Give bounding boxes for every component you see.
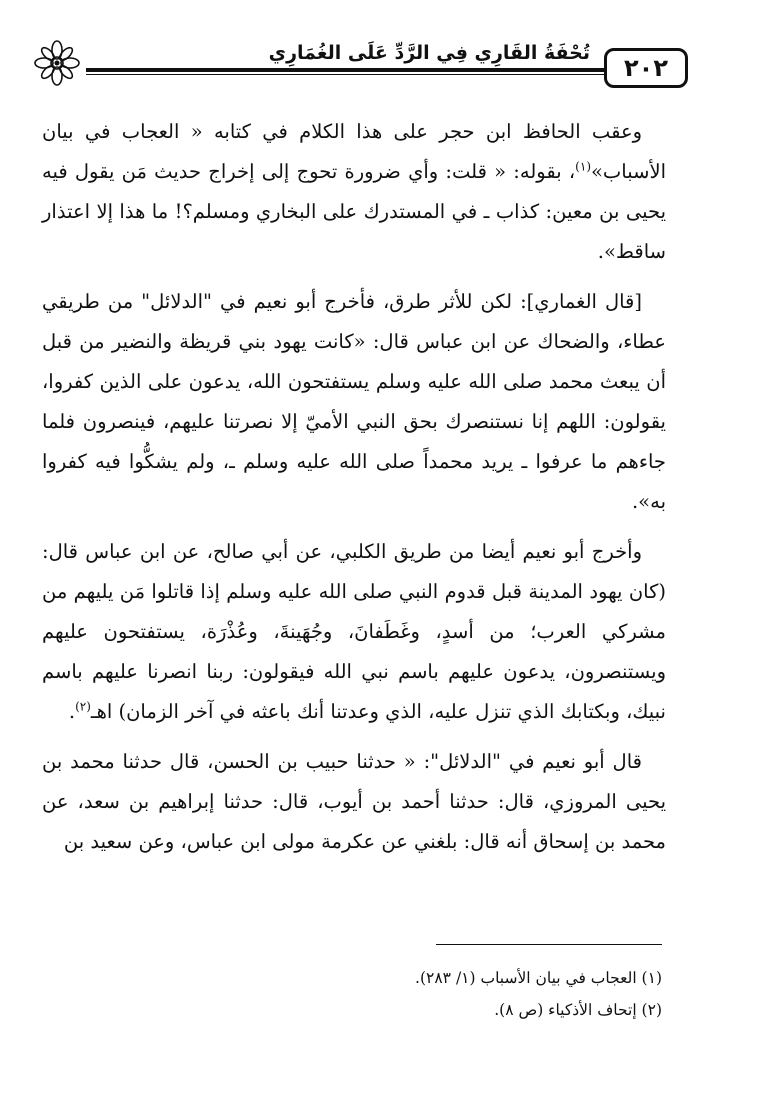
paragraph-text-cont: ، بقوله: « قلت: وأي ضرورة تحوج إلى إخراج حديث مَن يقول فيه يحيى بن معين: كذاب ـ في المستدرك على البخاري ومسلم؟! ما هذا إلا اعتذار ساقط».: [42, 160, 666, 263]
paragraph: [42, 282, 666, 522]
header-rule-thin: [86, 74, 606, 75]
footnotes: [42, 962, 662, 1026]
footnote-separator: [436, 944, 662, 945]
page-number: ٢٠٢: [604, 48, 688, 88]
page-header: [30, 36, 716, 92]
paragraph-text: وأخرج أبو نعيم أيضا من طريق الكلبي، عن أبي صالح، عن ابن عباس قال: (كان يهود المدينة قبل قدوم النبي صلى الله عليه وسلم إذا قاتلوا مَن يليهم من مشركي العرب؛ من أسدٍ، وغَطَفانَ، وجُهَينةَ، وعُذْرَة، يستفتحون عليهم ويستنصرون، يدعون عليهم باسم نبي الله فيقولون: ربنا انصرنا عليهم باسم نبيك، وبكتابك الذي تنزل عليه، الذي وعدتنا أنك باعثه في آخر الزمان) اهـ: [42, 540, 666, 723]
paragraph: [42, 532, 666, 732]
paragraph: [42, 112, 666, 272]
paragraph-text: [قال الغماري]: لكن للأثر طرق، فأخرج أبو نعيم في "الدلائل" من طريقي عطاء، والضحاك عن ابن عباس قال: «كانت يهود بني قريظة والنضير من قبل أن يبعث محمد صلى الله عليه وسلم يستفتحون الله، يدعون على الذين كفروا، يقولون: اللهم إنا نستنصرك بحق النبي الأميّ إلا نصرتنا عليهم، فينصرون فلما جاءهم ما عرفوا ـ يريد محمداً صلى الله عليه وسلم ـ، ولم يشكُّوا فيه كفروا به».: [42, 290, 666, 513]
footnote: (١) العجاب في بيان الأسباب (١/ ٢٨٣).: [415, 969, 662, 987]
paragraph-text: وعقب الحافظ ابن حجر على هذا الكلام في كتابه « العجاب في بيان الأسباب»: [42, 120, 666, 183]
body-text: [42, 112, 666, 872]
star-flower-icon: [34, 40, 80, 86]
footnote: (٢) إتحاف الأذكياء (ص ٨).: [494, 1001, 662, 1019]
paragraph-text-cont: .: [68, 700, 76, 723]
footnote-ref: (١): [575, 159, 591, 174]
footnote-ref: (٢): [75, 699, 91, 714]
paragraph: [42, 742, 666, 862]
header-rule: [86, 68, 606, 72]
paragraph-text: قال أبو نعيم في "الدلائل": « حدثنا حبيب بن الحسن، قال حدثنا محمد بن يحيى المروزي، قال: حدثنا أحمد بن أيوب، قال: حدثنا إبراهيم بن سعد، عن محمد بن إسحاق أنه قال: بلغني عن عكرمة مولى ابن عباس، وعن سعيد بن: [42, 750, 666, 853]
book-title: تُحْفَةُ القَارِي فِي الرَّدِّ عَلَى الغُمَارِي: [268, 42, 590, 64]
